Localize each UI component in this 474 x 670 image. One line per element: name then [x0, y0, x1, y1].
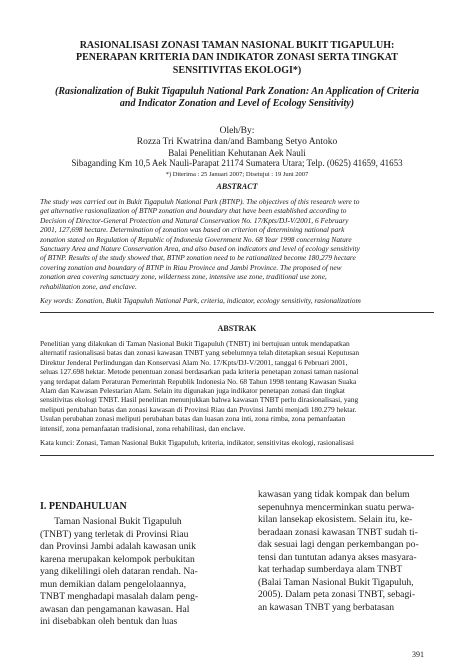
body-line: ini disebabkan oleh bentuk dan luas	[40, 616, 178, 627]
abstrak-line: Penelitian yang dilakukan di Taman Nasional Bukit Tigapuluh (TNBT) ini bertujuan untuk mendapatkan	[40, 339, 350, 348]
subtitle-line: (Rasionalization of Bukit Tigapuluh National Park Zonation: An Application of Criteria	[55, 86, 419, 97]
institution: Balai Penelitian Kehutanan Aek Nauli	[168, 147, 306, 158]
body-line: Taman Nasional Bukit Tigapuluh	[40, 516, 182, 527]
title-line: SENSITIVITAS EKOLOGI*)	[172, 64, 302, 76]
keywords-english: Key words: Zonation, Bukit Tigapuluh National Park, criteria, indicator, ecology sensitivity, rasionalizatiom	[40, 296, 361, 305]
abstract-line: get alternative rasionalization of BTNP zonation and boundary that have been established according to	[40, 206, 347, 216]
abstract-english-body	[40, 197, 440, 291]
body-line: mun demikian dalam pengelolaannya,	[40, 578, 186, 590]
body-line: beradaan zonasi kawasan TNBT sudah ti-	[258, 526, 418, 538]
subtitle-line: and Indicator Zonation and Level of Ecology Sensitivity)	[119, 98, 355, 110]
divider	[40, 312, 434, 313]
abstrak-line: Direktur Jenderal Perlindungan dan Konservasi Alam No. 17/Kpts/DJ-V/2001, tanggal 6 Pebruari 2001,	[40, 357, 348, 367]
right-column	[258, 489, 453, 614]
body-line: kat terhadap sumberdaya alam TNBT	[258, 564, 403, 575]
abstract-line: zonation area covering sanctuary zone, wilderness zone, intensive use zone, traditional use zone,	[40, 272, 327, 282]
received-dates: *) Diterima : 25 Januari 2007; Disetujui : 19 Juni 2007	[165, 171, 309, 179]
abstract-line: The study was carried out in Bukit Tigapuluh National Park (BTNP). The objectives of this research were to	[40, 197, 360, 206]
paper-subtitle-english	[40, 86, 434, 111]
by-label: Oleh/By:	[219, 126, 255, 136]
section-heading: I. PENDAHULUAN	[40, 501, 127, 512]
page-number: 391	[412, 650, 424, 659]
abstrak-line: intensif, zona pemanfaatan tradisional, zona rehabilitasi, dan enclave.	[40, 423, 246, 433]
abstract-line: 2001, 127,698 hectare. Determination of zonation was based on criterion of determining national park	[40, 225, 345, 235]
abstract-line: Sanctuary Area and Nature Conservation Area, and also based on indicators and level of ecology sensitivity	[40, 244, 360, 254]
abstrak-line: alternatif rasionalisasi batas dan zonasi kawasan TNBT yang sebelumnya telah ditetapkan sesuai Keputusan	[40, 348, 360, 358]
abstrak-line: meliputi perubahan batas dan zonasi kawasan di Provinsi Riau dan Provinsi Jambi menjadi 180.279 hektar.	[40, 404, 357, 414]
abstract-line: Decision of Director-General Protection and Natural Conservation No. 17/Kpts/DJ-V/2001, 6 February	[40, 215, 349, 225]
abstrak-line: seluas 127.698 hektar. Metode penentuan zonasi berdasarkan pada kriteria penetapan zonasi taman nasional	[40, 367, 359, 377]
abstract-line: covering zonation and boundary of BTNP in Riau Province and Jambi Province. The proposed of new	[40, 262, 342, 272]
paper-title	[40, 40, 434, 77]
body-line: dak sesuai lagi dengan perkembangan po-	[258, 539, 419, 550]
author-names: Rozza Tri Kwatrina dan/and Bambang Setyo Antoko	[136, 136, 338, 147]
body-line: TNBT menghadapi masalah dalam peng-	[40, 591, 199, 602]
address: Sibaganding Km 10,5 Aek Nauli-Parapat 21174 Sumatera Utara; Telp. (0625) 41659, 41653	[71, 158, 403, 169]
abstrak-line: Alam dan Kawasan Pelestarian Alam. Selain itu digunakan juga indikator penetapan zonasi dan tingkat	[40, 386, 345, 396]
left-column	[40, 516, 235, 629]
body-line: sepenuhnya mencerminkan suatu perwa-	[258, 501, 415, 513]
body-line: awasan dan pengamanan kawasan. Hal	[40, 603, 190, 615]
abstract-line: rehabilitation zone, and enclave.	[40, 281, 137, 291]
abstract-line: of BTNP. Results of the study showed that, BTNP zonation need to be rationalized become 180,279 hectare	[40, 253, 356, 263]
keywords-indonesian: Kata kunci: Zonasi, Taman Nasional Bukit Tigapuluh, kriteria, indikator, sensitivitas ekologi, rasionalisasi	[40, 438, 354, 447]
body-line: (Balai Taman Nasional Bukit Tigapuluh,	[258, 576, 414, 588]
author-block	[40, 126, 434, 181]
abstract-heading: ABSTRACT	[216, 182, 258, 191]
abstrak-indonesian-body	[40, 339, 440, 433]
body-line: 2005). Dalam peta zonasi TNBT, sebagi-	[258, 589, 416, 600]
body-line: yang dikelilingi oleh dataran rendah. Na-	[40, 566, 198, 577]
body-line: karena merupakan kelompok perbukitan	[40, 553, 195, 565]
abstrak-line: yang terdapat dalam Peraturan Pemerintah Republik Indonesia No. 68 Tahun 1998 tentang Kawasan Suaka	[40, 376, 357, 386]
body-line: dan Provinsi Jambi adalah kawasan unik	[40, 541, 196, 552]
body-line: tensi dan tuntutan adanya akses masyara-	[258, 551, 417, 563]
title-line: PENERAPAN KRITERIA DAN INDIKATOR ZONASI SERTA TINGKAT	[76, 52, 398, 64]
abstrak-heading: ABSTRAK	[217, 324, 257, 333]
abstrak-line: Usulan perubahan zonasi meliputi perubahan batas dan luasan zona inti, zona rimba, zona pemanfaatan	[40, 414, 346, 424]
title-line: RASIONALISASI ZONASI TAMAN NASIONAL BUKIT TIGAPULUH:	[79, 40, 395, 51]
abstrak-line: sensitivitas ekologi TNBT. Hasil penelitian menunjukkan bahwa kawasan TNBT perlu dirasionalisasi, yang	[40, 395, 359, 405]
body-line: an kawasan TNBT yang berbatasan	[258, 601, 395, 613]
divider	[40, 455, 434, 456]
body-line: (TNBT) yang terletak di Provinsi Riau	[40, 528, 189, 540]
body-line: kilan lansekap ekosistem. Selain itu, ke-	[258, 514, 413, 525]
abstract-line: zonation stated on Regulation of Republic of Indonesia Government No. 68 Year 1998 concerning Nature	[40, 234, 352, 244]
body-line: kawasan yang tidak kompak dan belum	[258, 489, 410, 500]
